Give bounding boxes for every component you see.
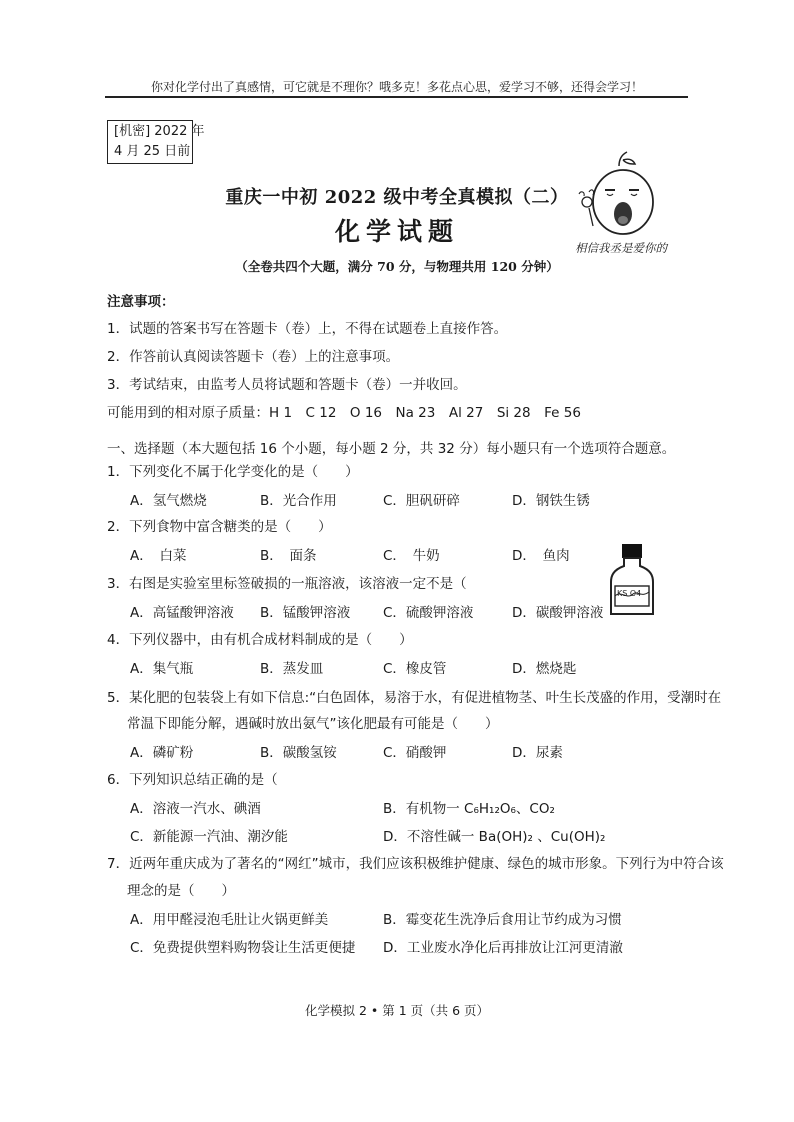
option-d: D．燃烧匙 bbox=[512, 661, 577, 677]
notes-item-3: 3．考试结束，由监考人员将试题和答题卡（卷）一并收回。 bbox=[107, 377, 467, 393]
question-stem: 1．下列变化不属于化学变化的是（ ） bbox=[107, 464, 359, 480]
option-a: A．用甲醛浸泡毛肚让火锅更鲜美 bbox=[130, 912, 329, 928]
option-a: A． 白菜 bbox=[130, 548, 187, 564]
option-a: A．溶液一汽水、碘酒 bbox=[130, 801, 261, 817]
option-c: C．硝酸钾 bbox=[383, 745, 447, 761]
option-d: D．碳酸钾溶液 bbox=[512, 605, 604, 621]
option-a: A．集气瓶 bbox=[130, 661, 194, 677]
option-c: C．橡皮管 bbox=[383, 661, 447, 677]
option-d: D．工业废水净化后再排放让江河更清澈 bbox=[383, 940, 623, 956]
option-a: A．氢气燃烧 bbox=[130, 493, 207, 509]
notes-item-2: 2．作答前认真阅读答题卡（卷）上的注意事项。 bbox=[107, 349, 400, 365]
question-stem: 7．近两年重庆成为了著名的“网红”城市，我们应该积极维护健康、绿色的城市形象。下列行为中符合该 bbox=[107, 856, 724, 872]
bottle-label: KS O4 bbox=[617, 589, 642, 598]
notes-item-1: 1．试题的答案书写在答题卡（卷）上，不得在试题卷上直接作答。 bbox=[107, 321, 508, 337]
option-d: D．尿素 bbox=[512, 745, 563, 761]
option-d: D． 鱼肉 bbox=[512, 548, 570, 564]
question-stem: 2．下列食物中富含糖类的是（ ） bbox=[107, 519, 332, 535]
option-b: B．锰酸钾溶液 bbox=[260, 605, 351, 621]
exam-title: 重庆一中初 2022 级中考全真模拟（二） bbox=[225, 187, 569, 208]
question-stem: 3．右图是实验室里标签破损的一瓶溶液，该溶液一定不是（ bbox=[107, 576, 467, 592]
option-d: D．钢铁生锈 bbox=[512, 493, 590, 509]
subject-title: 化学试题 bbox=[334, 217, 459, 246]
option-b: B．有机物一 C₆H₁₂O₆、CO₂ bbox=[383, 801, 555, 817]
header-divider bbox=[105, 96, 688, 98]
option-b: B．霉变花生洗净后食用让节约成为习惯 bbox=[383, 912, 622, 928]
atomic-masses: 可能用到的相对原子质量：H 1 C 12 O 16 Na 23 Al 27 Si 28 Fe 56 bbox=[107, 405, 581, 421]
header-slogan: 你对化学付出了真感情，可它就是不理你？哦多克！多花点心思，爱学习不够，还得会学习！ bbox=[150, 80, 643, 94]
question-stem: 6．下列知识总结正确的是（ bbox=[107, 772, 278, 788]
option-c: C．新能源一汽油、潮汐能 bbox=[130, 829, 288, 845]
section-heading: 一、选择题（本大题包括 16 个小题，每小题 2 分，共 32 分）每小题只有一个选项符合题意。 bbox=[107, 441, 676, 457]
option-c: C． 牛奶 bbox=[383, 548, 440, 564]
page-footer: 化学模拟 2 • 第 1 页（共 6 页） bbox=[304, 1003, 490, 1018]
option-b: B．光合作用 bbox=[260, 493, 337, 509]
option-a: A．磷矿粉 bbox=[130, 745, 194, 761]
option-c: C．胆矾研碎 bbox=[383, 493, 460, 509]
question-stem-continued: 常温下即能分解，遇碱时放出氨气”该化肥最有可能是（ ） bbox=[127, 716, 499, 732]
option-b: B．蒸发皿 bbox=[260, 661, 324, 677]
doodle-caption: 相信我丞是爱你的 bbox=[575, 241, 667, 255]
question-stem-continued: 理念的是（ ） bbox=[127, 883, 235, 899]
question-stem: 4．下列仪器中，由有机合成材料制成的是（ ） bbox=[107, 632, 413, 648]
reagent-bottle-icon bbox=[607, 542, 657, 618]
question-stem: 5．某化肥的包装袋上有如下信息:“白色固体，易溶于水，有促进植物茎、叶生长茂盛的作用，受潮时在 bbox=[107, 690, 722, 706]
notes-heading: 注意事项： bbox=[107, 294, 175, 310]
option-b: B． 面条 bbox=[260, 548, 317, 564]
secret-stamp-box bbox=[107, 120, 205, 164]
cartoon-face-icon bbox=[575, 150, 665, 242]
option-c: C．免费提供塑料购物袋让生活更便捷 bbox=[130, 940, 356, 956]
option-d: D．不溶性碱一 Ba(OH)₂ 、Cu(OH)₂ bbox=[383, 829, 606, 845]
option-b: B．碳酸氢铵 bbox=[260, 745, 337, 761]
option-a: A．高锰酸钾溶液 bbox=[130, 605, 234, 621]
exam-note: （全卷共四个大题，满分 70 分，与物理共用 120 分钟） bbox=[235, 259, 559, 274]
secret-line-2: 4 月 25 日前 bbox=[114, 144, 191, 159]
secret-line-1: [机密] 2022 年 bbox=[114, 124, 205, 139]
option-c: C．硫酸钾溶液 bbox=[383, 605, 474, 621]
